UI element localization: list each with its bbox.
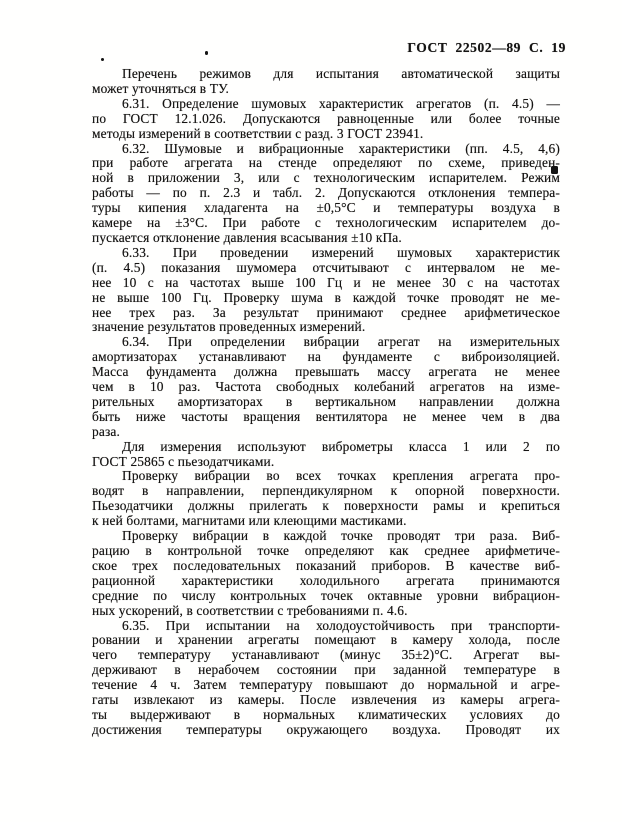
ink-speck [101,58,104,61]
text-line: средние по числу контрольных точек октавные уровни вибрацион- [92,587,560,603]
text-line: методы измерений в соответствии с разд. 3 ГОСТ 23941. [92,125,424,141]
text-line: ровании и хранении агрегаты помещают в камеру холода, после [92,632,560,648]
text-line: быть ниже частоты вращения вентилятора не менее чем в два [92,408,560,424]
ink-speck [205,51,208,55]
text-line: Проверку вибрации в каждой точке проводят три раза. Виб- [122,528,560,544]
text-line: Проверку вибрации во всех точках крепления агрегата про- [122,468,560,484]
text-line: по ГОСТ 12.1.026. Допускаются равноценные или более точные [92,110,560,126]
text-line: туры кипения хладагента на ±0,5°С и температуры воздуха в [92,200,560,216]
text-line: чем в 10 раз. Частота свободных колебаний агрегатов на изме- [92,379,560,395]
text-line: Перечень режимов для испытания автоматической защиты [122,66,560,81]
text-line: пускается отклонение давления всасывания ±10 кПа. [92,229,402,245]
text-line: нее трех раз. За результат принимают среднее арифметическое [92,304,560,320]
text-line: амортизаторах устанавливают на фундаменте с виброизоляцией. [92,349,560,365]
text-line: при работе агрегата на стенде определяют по схеме, приведен- [92,155,560,171]
document-body [92,67,560,738]
text-line: гаты извлекают из камеры. После извлечения из камеры агрега- [92,692,560,708]
text-line: Пьезодатчики должны прилегать к поверхности рамы и крепиться [92,498,560,514]
text-line: 6.32. Шумовые и вибрационные характеристики (пп. 4.5, 4,6) [122,140,560,156]
text-line: ты выдерживают в нормальных климатических условиях до [92,706,560,722]
text-line: рительных амортизаторах в вертикальном направлении должна [92,393,560,409]
page-header: ГОСТ 22502—89 С. 19 [407,40,566,55]
text-line: к ней болтами, магнитами или клеющими мастиками. [92,513,407,529]
text-line: течение 4 ч. Затем температуру повышают до нормальной и агре- [92,677,560,693]
text-line: чего температуру устанавливают (минус 35±2)°С. Агрегат вы- [92,647,560,663]
text-line: ных ускорений, в соответствии с требованиями п. 4.6. [92,602,408,618]
text-line: Масса фундамента должна превышать массу агрегата не менее [92,364,560,380]
text-line: нее 10 с на частотах выше 100 Гц и не менее 30 с на частотах [92,274,560,290]
text-line: рационной характеристики холодильного агрегата принимаются [92,572,560,588]
text-line: 6.31. Определение шумовых характеристик агрегатов (п. 4.5) — [122,95,560,111]
text-line: работы — по п. 2.3 и табл. 2. Допускаются отклонения темпера- [92,185,560,201]
text-line: ной в приложении 3, или с технологическим испарителем. Режим [92,170,560,186]
text-line: не выше 100 Гц. Проверку шума в каждой точке проводят не ме- [92,289,560,305]
text-line: может уточняться в ТУ. [92,80,230,96]
text-line: значение результатов проведенных измерений. [92,319,366,335]
text-line: водят в направлении, перпендикулярном к опорной поверхности. [92,483,560,499]
text-line: ское трех последовательных показаний приборов. В качестве виб- [92,557,560,573]
text-line: Для измерения используют виброметры класса 1 или 2 по [122,438,560,454]
text-line: рацию в контрольной точке определяют как среднее арифметиче- [92,543,560,558]
text-line: 6.35. При испытании на холодоустойчивость при транспорти- [122,617,560,633]
text-line: 6.34. При определении вибрации агрегат на измерительных [122,334,560,350]
text-line: держивают в нерабочем состоянии при заданной температуре в [92,662,560,678]
text-line: 6.33. При проведении измерений шумовых характеристик [122,244,560,260]
text-line: достижения температуры окружающего воздуха. Проводят их [92,721,560,737]
text-line: ГОСТ 25865 с пьезодатчиками. [92,453,275,469]
text-line: (п. 4.5) показания шумомера отсчитывают с интервалом не ме- [92,259,560,275]
text-line: раза. [92,423,120,439]
text-line: камере на ±3°С. При работе с технологическим испарителем до- [92,215,560,231]
